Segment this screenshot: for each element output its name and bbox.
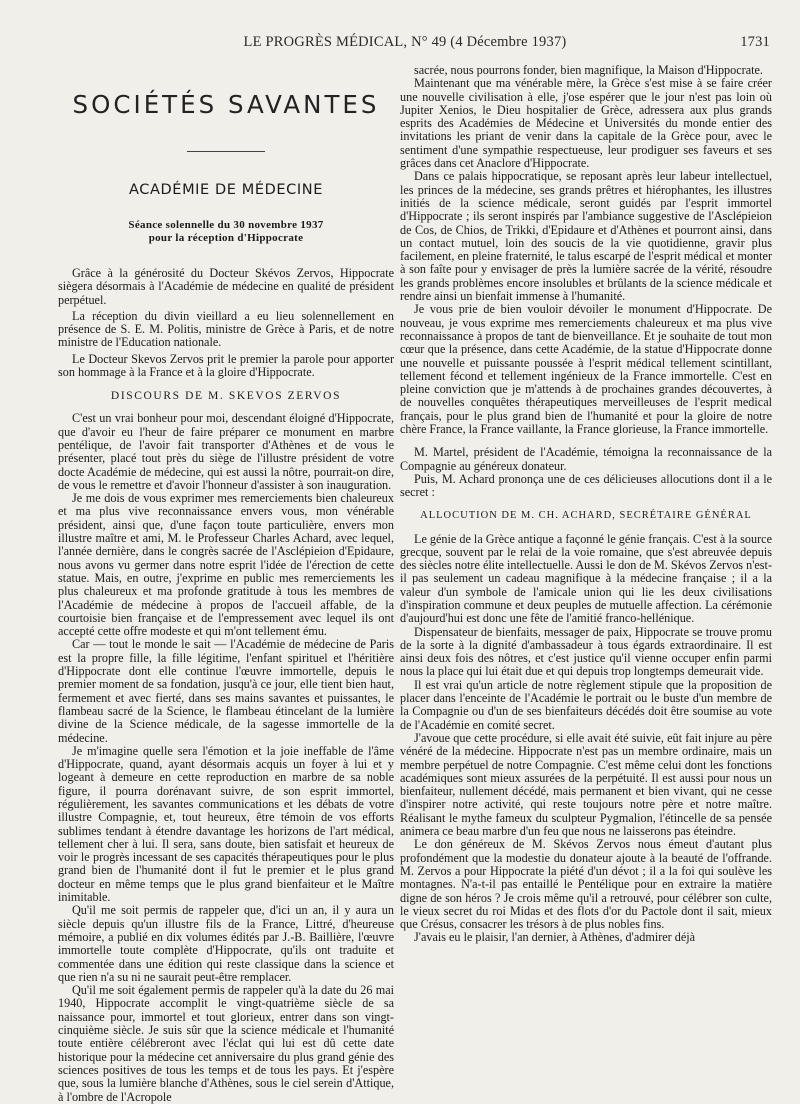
academy-title: ACADÉMIE DE MÉDECINE bbox=[129, 182, 323, 198]
paragraph: Je me dois de vous exprimer mes remerciements bien chaleureux et ma plus vive reconnaissance envers vous, mon vénérable président, ainsi que, d'une façon toute particulière, envers mon illustre maître et ami, M. le Professeur Charles Achard, avec lequel, l'année dernière, dans le congrès sacrée de l'Asclépieion d'Epidaure, nous avons vu germer dans notre esprit l'idée de l'érection de cette statue. Mais, en outre, j'exprime en public mes remerciements les plus chaleureux et ma profonde gratitude à tous les membres de l'Académie de médecine à propos de l'accueil affable, de la courtoisie bien française et de l'empressement avec lequel ils ont accepté cette offre modeste et qui m'ont tellement ému. bbox=[58, 491, 394, 639]
paragraph: Dispensateur de bienfaits, messager de paix, Hippocrate se trouve promu de la sorte à la dignité d'ambassadeur à tous égards extraordinaire. Il est ainsi deux fois des nôtres, et c'est justice qu'il vienne occuper enfin parmi nous la place qui lui était due et qui depuis trop longtemps demeurait vide. bbox=[400, 624, 772, 679]
section-title: SOCIÉTÉS SAVANTES bbox=[72, 90, 380, 119]
allocution-heading: ALLOCUTION DE M. CH. ACHARD, SECRÉTAIRE GÉNÉRAL bbox=[420, 509, 752, 521]
left-column bbox=[58, 66, 394, 1104]
seance-line-1: Séance solennelle du 30 novembre 1937 bbox=[128, 219, 324, 231]
paragraph: sacrée, nous pourrons fonder, bien magnifique, la Maison d'Hippocrate. bbox=[414, 63, 763, 77]
paragraph: Car — tout le monde le sait — l'Académie de médecine de Paris est la propre fille, la fille légitime, l'enfant spirituel et l'héritière d'Hippocrate dont elle continue l'œuvre immortelle, depuis le premier moment de sa fondation, jusqu'à ce jour, elle tient bien haut, fermement et avec fierté, dans ses mains savantes et puissantes, le flambeau sacré de la Science, le flambeau étincelant de la lumière divine de la Science médicale, de la sagesse immortelle de la médecine. bbox=[58, 637, 394, 745]
paragraph: Le génie de la Grèce antique a façonné le génie français. C'est à la source grecque, souvent par le relai de la voie romaine, que s'est abreuvée depuis des siècles notre élite intellectuelle. Aussi le don de M. Skévos Zervos n'est-il pas seulement un cadeau magnifique à la médecine française ; il a la valeur d'un symbole de l'amicale union qui lie les deux civilisations d'inspiration commune et deux peuples de mutuelle affection. La cérémonie d'aujourd'hui est donc une fête de l'amitié franco-hellénique. bbox=[400, 531, 772, 626]
paragraph: M. Martel, président de l'Académie, témoigna la reconnaissance de la Compagnie au généreux donateur. bbox=[400, 445, 772, 473]
title-rule bbox=[187, 151, 265, 152]
running-title: LE PROGRÈS MÉDICAL, N° 49 (4 Décembre 1937) bbox=[243, 34, 567, 50]
paragraph: Dans ce palais hippocratique, se reposant après leur labeur intellectuel, les princes de la médecine, ses grands prêtres et hiérophantes, les illustres initiés de la science médicale, seront guidés par l'esprit immortel d'Hippocrate ; ils seront inspirés par l'ambiance suggestive de l'Asclépieion de Cos, de Chios, de Trikki, d'Epidaure et d'Athènes et pourront ainsi, dans un contact mutuel, loin des soucis de la vie quotidienne, gravir plus facilement, en pleine fraternité, le talus escarpé de l'esprit médical et monter à son faîte pour y envisager de près la lumière sacrée de la vérité, résoudre les grands problèmes encore insolubles et brûlants de la science médicale et rendre ainsi un bienfait immense à l'humanité. bbox=[400, 169, 772, 304]
paragraph: Il est vrai qu'un article de notre règlement stipule que la proposition de placer dans l'enceinte de l'Académie le portrait ou le buste d'un membre de la Compagnie ou d'un de ses bienfaiteurs décédés doit être soumise au vote de l'Académie en comité secret. bbox=[400, 677, 772, 732]
discours-heading: DISCOURS DE M. SKEVOS ZERVOS bbox=[110, 390, 342, 403]
paragraph: Qu'il me soit permis de rappeler que, d'ici un an, il y aura un siècle depuis qu'un illustre fils de la France, Littré, d'heureuse mémoire, a publié en dix volumes édités par J.-B. Baillière, l'œuvre immortelle toute complète d'Hippocrate, qu'ils ont traduite et commentée dans une édition qui reste classique dans la science et que rien n'a su ni ne saurait peut-être remplacer. bbox=[58, 903, 394, 984]
paragraph: Puis, M. Achard prononça une de ces délicieuses allocutions dont il a le secret : bbox=[400, 471, 772, 500]
seance-line-2: pour la réception d'Hippocrate bbox=[148, 232, 304, 244]
page-number: 1731 bbox=[740, 34, 770, 50]
seance-subtitle bbox=[58, 219, 394, 245]
paragraph: Maintenant que ma vénérable mère, la Grèce s'est mise à se faire créer une nouvelle civilisation à elle, j'ose espérer que le jour n'est pas loin où Jupiter Xenios, le Dieu hospitalier de Grèce, adressera aux plus grands esprits des Académies de Médecine et Universités du monde entier des invitations les priant de venir dans la capitale de la Grèce pour, avec le sentiment d'une sympathie respectueuse, leur prodiguer ses faveurs et ses grâces dans cet Anaclore d'Hippocrate. bbox=[400, 76, 772, 171]
paragraph: Je vous prie de bien vouloir dévoiler le monument d'Hippocrate. De nouveau, je vous exprime mes remerciements chaleureux et ma plus vive reconnaissance à propos de tant de bienveillance. Et je souhaite de tout mon cœur que la présence, dans cette Académie, de la statue d'Hippocrate donne une nouvelle et puissante poussée à l'esprit médical tellement scintillant, tellement fécond et tellement ingénieux de la France immortelle. C'est en pleine conviction que je m'attends à de prochaines grandes découvertes, à de nouvelles conquêtes thérapeutiques merveilleuses de l'esprit medical français, pour le plus grand bien de l'humanité et pour la gloire de notre chère France, la France vaillante, la France glorieuse, la France immortelle. bbox=[400, 302, 772, 437]
paragraph: La réception du divin vieillard a eu lieu solennellement en présence de S. E. M. Politis, ministre de Grèce à Paris, et de notre ministre de l'Education nationale. bbox=[58, 308, 394, 350]
paragraph: J'avais eu le plaisir, l'an dernier, à Athènes, d'admirer déjà bbox=[414, 930, 696, 945]
paragraph: Le don généreux de M. Skévos Zervos nous émeut d'autant plus profondément que la modestie du donateur ajoute à la beauté de l'offrande. M. Zervos a pour Hippocrate la piété d'un dévot ; il a la foi qui soulève les montagnes. N'a-t-il pas entaillé le Pentélique pour en extraire la matière digne de son héros ? Je crois même qu'il a retrouvé, pour célébrer son culte, le vieux secret du roi Midas et des flots d'or du Pactole dont il sait, mieux que Crésus, consacrer les trésors à de plus nobles fins. bbox=[400, 837, 772, 932]
running-header bbox=[40, 34, 770, 54]
paragraph: C'est un vrai bonheur pour moi, descendant éloigné d'Hippocrate, que d'avoir eu l'heur de faire préparer ce monument en marbre pentélique, de l'avoir fait transporter d'Athènes et de vous le présenter, placé tout près du siège de l'illustre président de votre docte Académie de médecine, qui est aussi la nôtre, pourrait-on dire, de vous le remettre et d'avoir l'honneur d'assister à son inauguration. bbox=[58, 411, 394, 492]
paragraph: Le Docteur Skevos Zervos prit le premier la parole pour apporter son hommage à la France et à la gloire d'Hippocrate. bbox=[58, 351, 394, 380]
right-column bbox=[400, 64, 772, 1080]
paragraph: Qu'il me soit également permis de rappeler qu'à la date du 26 mai 1940, Hippocrate accomplit le vingt-quatrième siècle de sa naissance pour, immortel et tout glorieux, entrer dans son vingt-cinquième siècle. Je suis sûr que la science médicale et l'humanité toute entière célébreront avec l'éclat qui lui est dû cette date historique pour la médecine cet anniversaire du plus grand génie des sciences positives de tous les temps et de tous les pays. Et j'espère que, sous la lumière blanche d'Athènes, sous le ciel serein d'Attique, à l'ombre de l'Acropole bbox=[58, 983, 394, 1104]
paragraph: Grâce à la générosité du Docteur Skévos Zervos, Hippocrate siègera désormais à l'Académie de médecine en qualité de président perpétuel. bbox=[58, 266, 394, 307]
paragraph: J'avoue que cette procédure, si elle avait été suivie, eût fait injure au père vénéré de la médecine. Hippocrate n'est pas un membre ordinaire, mais un membre perpétuel de notre Compagnie. C'est même celui dont les fonctions académiques sont mieux assurées de la perpétuité. Il est aussi pour nous un bienfaiteur, nullement décédé, mais permanent et bien vivant, qui ne cesse d'inspirer notre activité, qui reste toujours notre père et notre maître. Réalisant le mythe fameux du sculpteur Pygmalion, l'étincelle de sa pensée animera ce beau marbre d'un feu que nous ne laisserons pas éteindre. bbox=[400, 730, 772, 839]
paragraph: Je m'imagine quelle sera l'émotion et la joie ineffable de l'âme d'Hippocrate, quand, ayant désormais acquis un foyer à lui et y logeant à demeure en cette reproduction en marbre de sa noble figure, il pourra dorénavant suivre, de son esprit immortel, régulièrement, les savantes communications et les débats de votre illustre Compagnie, et, tout heureux, être témoin de vos efforts sublimes tendant à étendre davantage les horizons de l'art médical, tellement cher à lui. Il sera, sans doute, bien satisfait et heureux de voir le progrès incessant de ses capacités thérapeutiques pour le plus grand bien de l'humanité dont il fut le premier et le plus grand docteur en même temps que le plus grand bienfaiteur et le Maître inimitable. bbox=[58, 743, 394, 905]
